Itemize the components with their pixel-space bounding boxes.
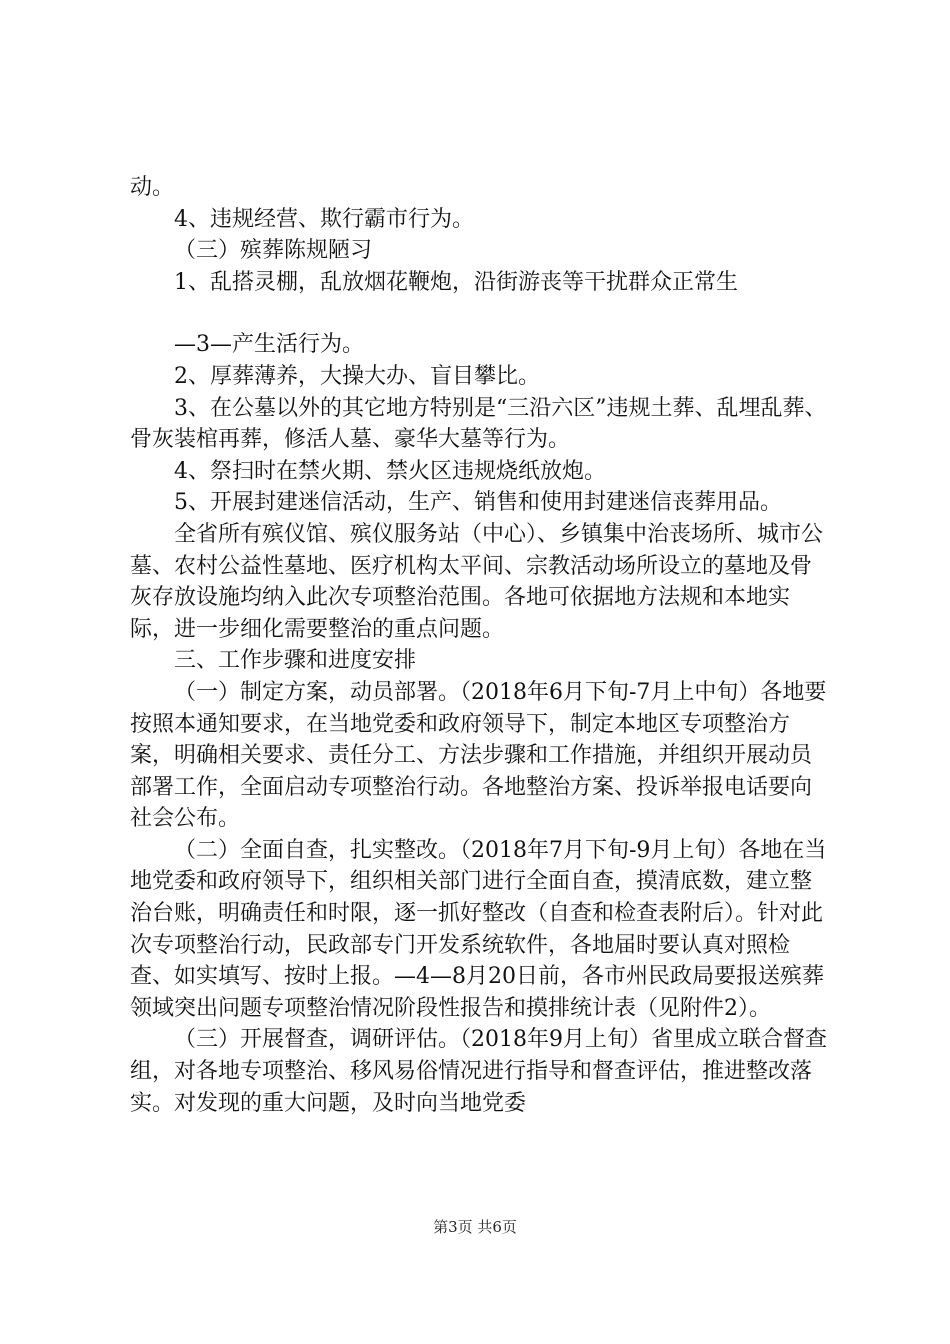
- section-heading: （三）殡葬陈规陋习: [174, 238, 373, 264]
- section-heading: 三、工作步骤和进度安排: [174, 648, 417, 674]
- paragraph: 4、祭扫时在禁火期、禁火区违规烧纸放炮。: [174, 458, 606, 484]
- paragraph: 1、乱搭灵棚，乱放烟花鞭炮，沿街游丧等干扰群众正常生: [174, 269, 738, 295]
- paragraph: 5、开展封建迷信活动，生产、销售和使用封建迷信丧葬用品。: [174, 490, 782, 516]
- paragraph: （一）制定方案，动员部署。（2018年6月下旬-7月上中旬）各地要按照本通知要求，在当地党委和政府领导下，制定本地区专项整治方案，明确相关要求、责任分工、方法步骤和工作措施，并组织开展动员部署工作，全面启动专项整治行动。各地整治方案、投诉举报电话要向社会公布。: [130, 679, 827, 832]
- paragraph: 2、厚葬薄养，大操大办、盲目攀比。: [174, 363, 540, 389]
- paragraph: —3—产生活行为。: [174, 332, 364, 358]
- paragraph: （二）全面自查，扎实整改。（2018年7月下旬-9月上旬）各地在当地党委和政府领导下，组织相关部门进行全面自查，摸清底数，建立整治台账，明确责任和时限，逐一抓好整改（自查和检查表附后）。针对此次专项整治行动，民政部专门开发系统软件，各地届时要认真对照检查、如实填写、按时上报。—4—8月20日前，各市州民政局要报送殡葬领域突出问题专项整治情况阶段性报告和摸排统计表（见附件2）。: [130, 837, 827, 1021]
- page-break-gap: [130, 298, 830, 329]
- paragraph: 动。: [130, 175, 175, 200]
- paragraph: （三）开展督查，调研评估。（2018年9月上旬）省里成立联合督查组，对各地专项整治、移风易俗情况进行指导和督查评估，推进整改落实。对发现的重大问题，及时向当地党委: [130, 1027, 827, 1116]
- document-body: [130, 172, 830, 1119]
- paragraph: 4、违规经营、欺行霸市行为。: [174, 206, 474, 232]
- page-footer: 第3页 共6页: [433, 1218, 517, 1236]
- paragraph: 3、在公墓以外的其它地方特别是“三沿六区”违规土葬、乱埋乱葬、骨灰装棺再葬，修活人墓、豪华大墓等行为。: [130, 395, 827, 453]
- paragraph: 全省所有殡仪馆、殡仪服务站（中心）、乡镇集中治丧场所、城市公墓、农村公益性墓地、医疗机构太平间、宗教活动场所设立的墓地及骨灰存放设施均纳入此次专项整治范围。各地可依据地方法规和本地实际，进一步细化需要整治的重点问题。: [130, 521, 824, 642]
